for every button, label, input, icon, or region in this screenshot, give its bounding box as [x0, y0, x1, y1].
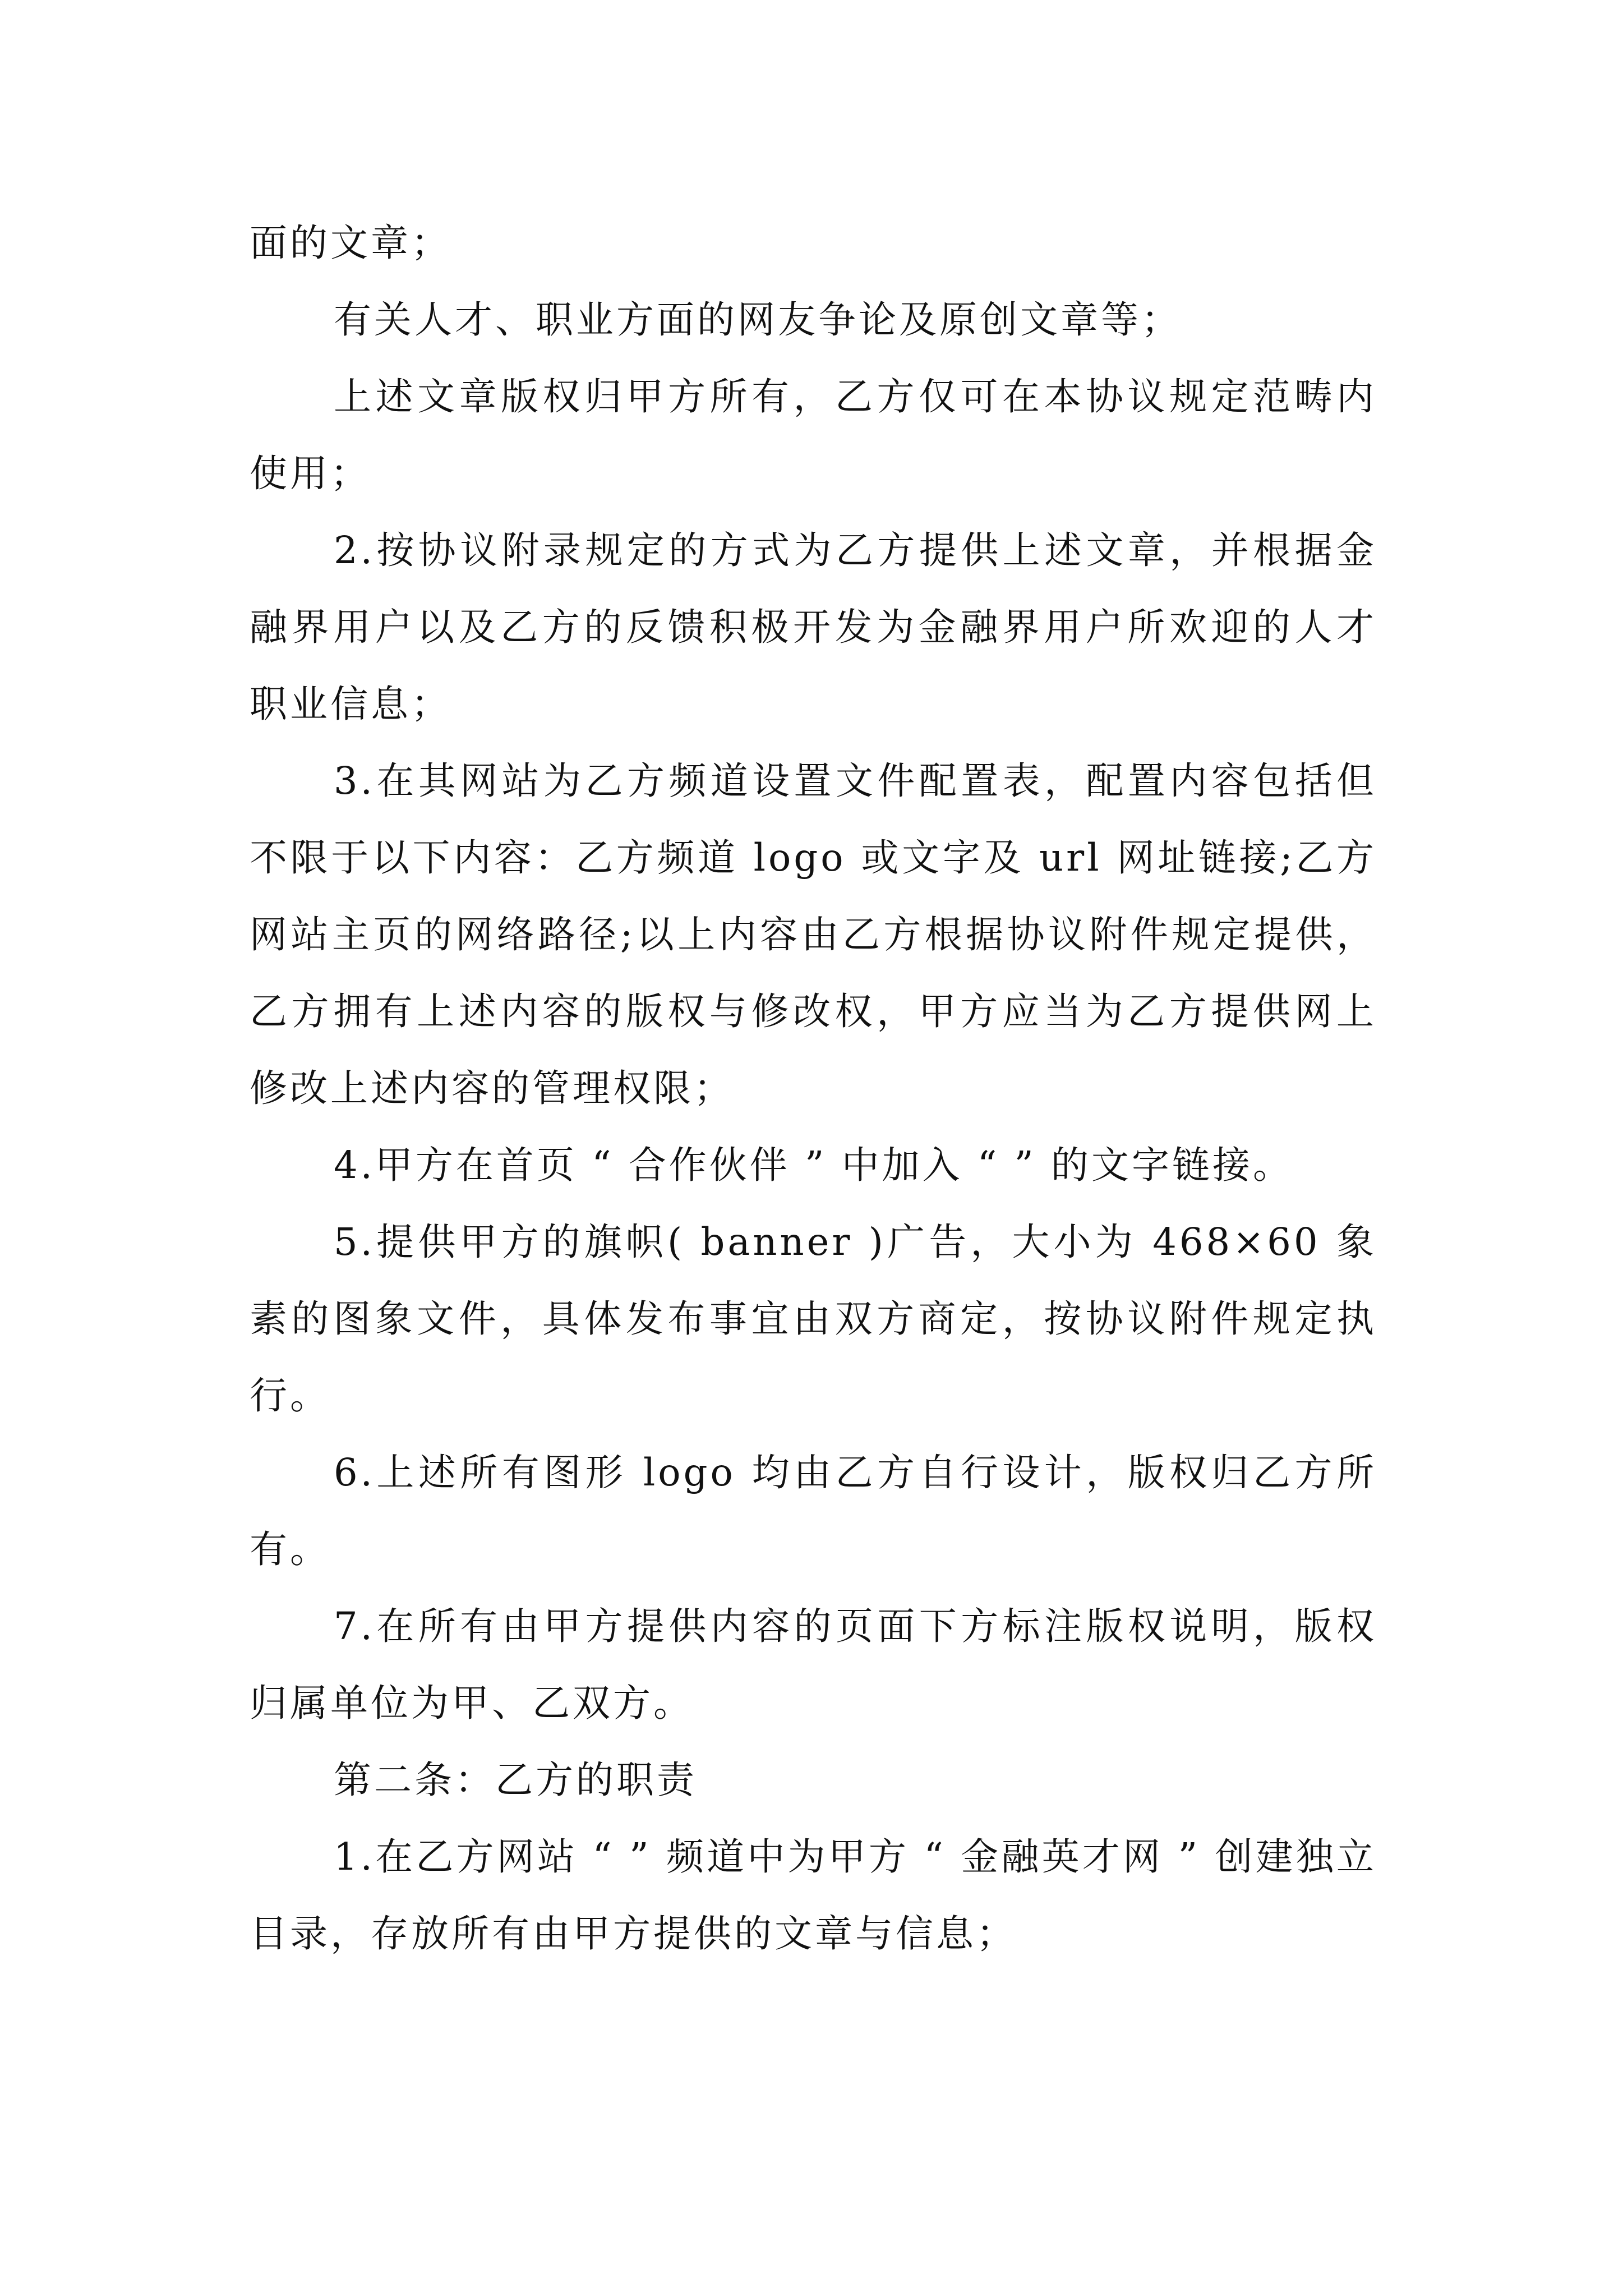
paragraph-article-2-item-1: 1.在乙方网站 “ ” 频道中为甲方 “ 金融英才网 ” 创建独立目录，存放所有由甲方提供的文章与信息； — [250, 1835, 1377, 1955]
paragraph-item-6: 6.上述所有图形 logo 均由乙方自行设计，版权归乙方所有。 — [250, 1451, 1377, 1571]
paragraph-item-4: 4.甲方在首页 “ 合作伙伴 ” 中加入 “ ” 的文字链接。 — [334, 1143, 1294, 1187]
paragraph-item-7: 7.在所有由甲方提供内容的页面下方标注版权说明，版权归属单位为甲、乙双方。 — [250, 1604, 1377, 1725]
paragraph-copyright-scope: 上述文章版权归甲方所有，乙方仅可在本协议规定范畴内使用； — [250, 375, 1377, 495]
paragraph-articles-discussion: 有关人才、职业方面的网友争论及原创文章等； — [334, 298, 1182, 342]
section-heading-article-2: 第二条：乙方的职责 — [334, 1758, 697, 1802]
paragraph-continuation: 面的文章； — [250, 221, 451, 265]
document-body — [250, 205, 1377, 1972]
paragraph-item-5: 5.提供甲方的旗帜( banner )广告，大小为 468×60 象素的图象文件，具体发布事宜由双方商定，按协议附件规定执行。 — [250, 1220, 1377, 1418]
paragraph-item-3: 3.在其网站为乙方频道设置文件配置表，配置内容包括但不限于以下内容：乙方频道 logo 或文字及 url 网址链接;乙方网站主页的网络路径;以上内容由乙方根据协议附件规定提供，乙方拥有上述内容的版权与修改权，甲方应当为乙方提供网上修改上述内容的管理权限； — [250, 759, 1377, 1110]
paragraph-item-2: 2.按协议附录规定的方式为乙方提供上述文章，并根据金融界用户以及乙方的反馈积极开发为金融界用户所欢迎的人才职业信息； — [250, 528, 1377, 726]
